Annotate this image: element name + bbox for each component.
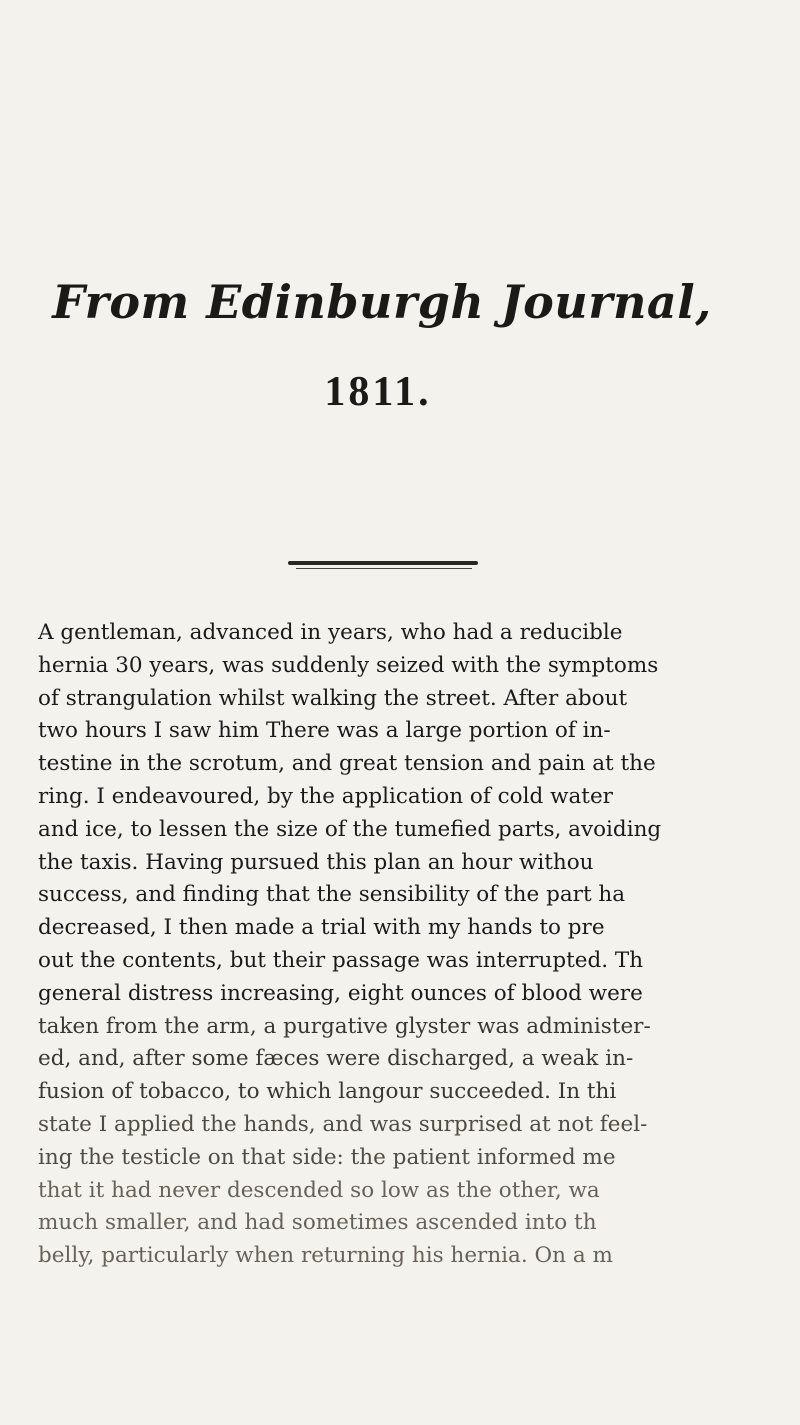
body-line: much smaller, and had sometimes ascended into th (38, 1210, 597, 1236)
body-line: of strangulation whilst walking the street. After about (38, 685, 628, 711)
ornamental-rule-thin (296, 568, 472, 569)
body-line: ing the testicle on that side: the patient informed me (38, 1144, 616, 1170)
body-line: decreased, I then made a trial with my hands to pre (38, 915, 605, 941)
body-line: ring. I endeavoured, by the application of cold water (38, 783, 613, 809)
ornamental-rule (288, 561, 478, 565)
body-line: ed, and, after some fæces were discharged, a weak in- (38, 1046, 634, 1072)
body-line: testine in the scrotum, and great tension and pain at the (38, 751, 656, 777)
body-line: belly, particularly when returning his hernia. On a m (38, 1243, 613, 1269)
body-line: the taxis. Having pursued this plan an hour withou (38, 849, 594, 875)
body-line: A gentleman, advanced in years, who had a reducible (38, 620, 623, 645)
year-heading: 1811. (324, 369, 432, 415)
body-line: out the contents, but their passage was interrupted. Th (38, 947, 644, 973)
body-line: fusion of tobacco, to which langour succeeded. In thi (38, 1079, 617, 1105)
body-line: state I applied the hands, and was surprised at not feel- (38, 1111, 648, 1137)
body-line: hernia 30 years, was suddenly seized with the symptoms (38, 652, 659, 678)
body-line: that it had never descended so low as the other, wa (38, 1177, 600, 1203)
body-line: taken from the arm, a purgative glyster was administer- (38, 1013, 651, 1039)
page-heading: From Edinburgh Journal, (52, 275, 712, 329)
body-line: two hours I saw him There was a large portion of in- (38, 718, 611, 744)
body-line: success, and finding that the sensibility of the part ha (38, 882, 626, 908)
article-body (38, 617, 800, 1273)
body-line: and ice, to lessen the size of the tumefied parts, avoiding (38, 816, 662, 842)
body-line: general distress increasing, eight ounces of blood were (38, 980, 643, 1006)
